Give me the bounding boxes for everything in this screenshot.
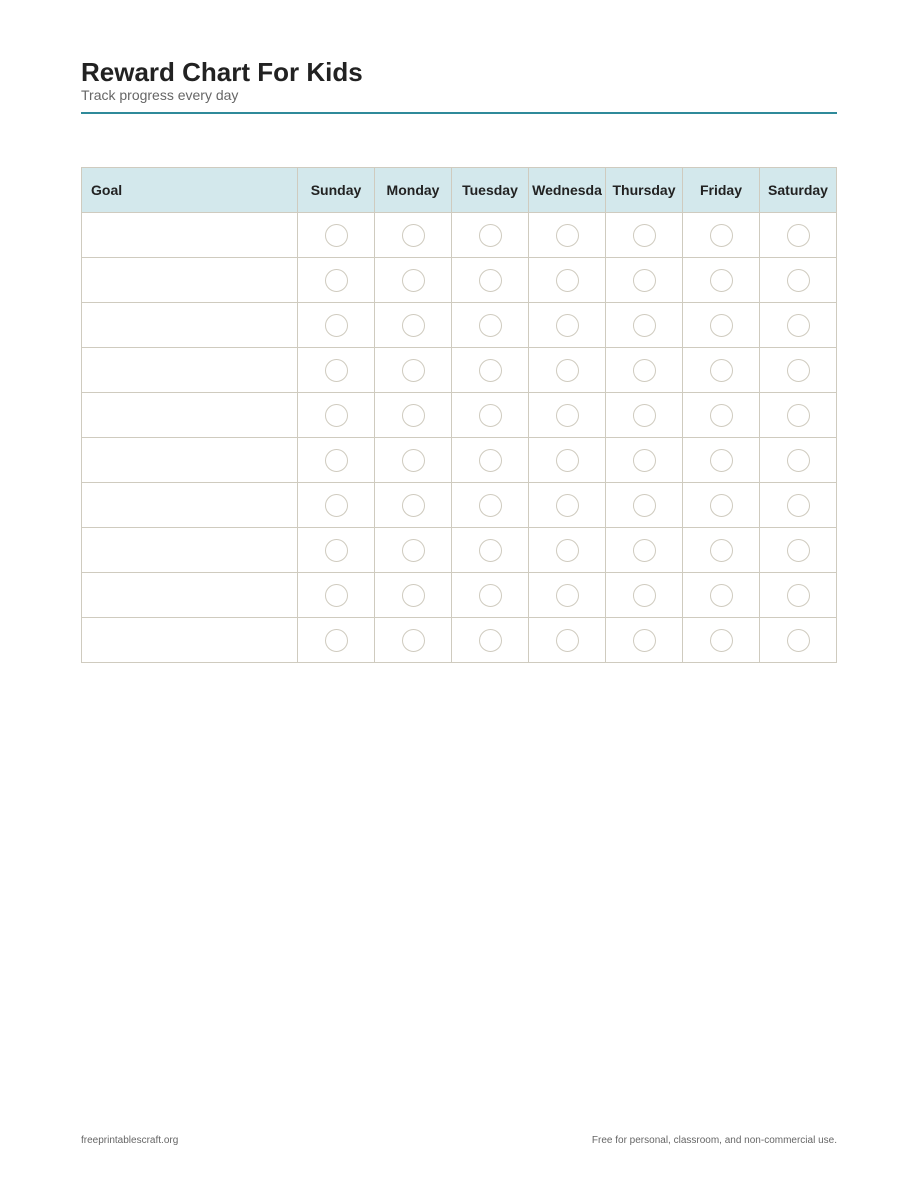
day-cell [298, 618, 375, 663]
table-body [82, 213, 837, 663]
checkbox-circle-icon[interactable] [325, 314, 348, 337]
day-cell [529, 483, 606, 528]
table-row [82, 348, 837, 393]
table-row [82, 303, 837, 348]
checkbox-circle-icon[interactable] [633, 404, 656, 427]
day-cell [760, 483, 837, 528]
day-header-monday: Monday [375, 168, 452, 213]
checkbox-circle-icon[interactable] [479, 584, 502, 607]
day-cell [760, 438, 837, 483]
day-cell [529, 618, 606, 663]
day-cell [375, 393, 452, 438]
goal-cell[interactable] [82, 438, 298, 483]
checkbox-circle-icon[interactable] [710, 314, 733, 337]
checkbox-circle-icon[interactable] [633, 629, 656, 652]
day-cell [606, 618, 683, 663]
checkbox-circle-icon[interactable] [787, 269, 810, 292]
checkbox-circle-icon[interactable] [402, 314, 425, 337]
checkbox-circle-icon[interactable] [787, 494, 810, 517]
header [81, 56, 837, 104]
day-header-saturday: Saturday [760, 168, 837, 213]
checkbox-circle-icon[interactable] [325, 269, 348, 292]
day-cell [375, 483, 452, 528]
table-row [82, 483, 837, 528]
day-cell [529, 528, 606, 573]
day-cell [606, 438, 683, 483]
goal-cell[interactable] [82, 393, 298, 438]
day-cell [452, 393, 529, 438]
day-cell [683, 258, 760, 303]
table-header-row [82, 168, 837, 213]
table-row [82, 213, 837, 258]
checkbox-circle-icon[interactable] [556, 449, 579, 472]
checkbox-circle-icon[interactable] [402, 449, 425, 472]
day-cell [683, 528, 760, 573]
checkbox-circle-icon[interactable] [479, 629, 502, 652]
day-cell [452, 258, 529, 303]
checkbox-circle-icon[interactable] [325, 449, 348, 472]
day-cell [529, 258, 606, 303]
checkbox-circle-icon[interactable] [325, 359, 348, 382]
checkbox-circle-icon[interactable] [479, 404, 502, 427]
day-cell [683, 348, 760, 393]
day-cell [298, 348, 375, 393]
checkbox-circle-icon[interactable] [402, 629, 425, 652]
day-cell [760, 348, 837, 393]
checkbox-circle-icon[interactable] [787, 314, 810, 337]
day-cell [298, 528, 375, 573]
day-cell [298, 258, 375, 303]
day-cell [452, 438, 529, 483]
day-cell [760, 573, 837, 618]
checkbox-circle-icon[interactable] [710, 359, 733, 382]
day-cell [452, 213, 529, 258]
day-cell [452, 618, 529, 663]
table-row [82, 618, 837, 663]
day-cell [375, 213, 452, 258]
day-header-sunday: Sunday [298, 168, 375, 213]
checkbox-circle-icon[interactable] [556, 269, 579, 292]
checkbox-circle-icon[interactable] [402, 584, 425, 607]
table-row [82, 393, 837, 438]
day-cell [529, 438, 606, 483]
page-subtitle: Track progress every day [81, 87, 239, 103]
checkbox-circle-icon[interactable] [556, 584, 579, 607]
checkbox-circle-icon[interactable] [710, 494, 733, 517]
checkbox-circle-icon[interactable] [402, 539, 425, 562]
day-cell [606, 348, 683, 393]
checkbox-circle-icon[interactable] [710, 269, 733, 292]
checkbox-circle-icon[interactable] [633, 314, 656, 337]
checkbox-circle-icon[interactable] [479, 494, 502, 517]
checkbox-circle-icon[interactable] [787, 629, 810, 652]
day-header-friday: Friday [683, 168, 760, 213]
checkbox-circle-icon[interactable] [479, 359, 502, 382]
goal-cell[interactable] [82, 303, 298, 348]
day-cell [452, 573, 529, 618]
day-cell [529, 213, 606, 258]
checkbox-circle-icon[interactable] [556, 224, 579, 247]
checkbox-circle-icon[interactable] [325, 539, 348, 562]
day-cell [375, 618, 452, 663]
day-cell [298, 438, 375, 483]
goal-column-header: Goal [82, 168, 298, 213]
day-cell [375, 348, 452, 393]
day-cell [683, 618, 760, 663]
checkbox-circle-icon[interactable] [787, 584, 810, 607]
reward-chart-table [81, 167, 837, 663]
day-cell [760, 618, 837, 663]
checkbox-circle-icon[interactable] [710, 449, 733, 472]
checkbox-circle-icon[interactable] [633, 584, 656, 607]
day-cell [298, 393, 375, 438]
day-cell [760, 258, 837, 303]
day-cell [606, 258, 683, 303]
checkbox-circle-icon[interactable] [787, 224, 810, 247]
day-header-tuesday: Tuesday [452, 168, 529, 213]
checkbox-circle-icon[interactable] [402, 224, 425, 247]
day-cell [298, 213, 375, 258]
day-cell [760, 303, 837, 348]
goal-cell[interactable] [82, 618, 298, 663]
checkbox-circle-icon[interactable] [556, 539, 579, 562]
day-cell [298, 483, 375, 528]
checkbox-circle-icon[interactable] [325, 584, 348, 607]
checkbox-circle-icon[interactable] [787, 359, 810, 382]
checkbox-circle-icon[interactable] [479, 539, 502, 562]
checkbox-circle-icon[interactable] [402, 269, 425, 292]
checkbox-circle-icon[interactable] [710, 224, 733, 247]
table-row [82, 528, 837, 573]
checkbox-circle-icon[interactable] [633, 359, 656, 382]
day-cell [683, 393, 760, 438]
day-cell [683, 303, 760, 348]
day-cell [529, 348, 606, 393]
day-cell [529, 393, 606, 438]
checkbox-circle-icon[interactable] [556, 494, 579, 517]
checkbox-circle-icon[interactable] [787, 404, 810, 427]
checkbox-circle-icon[interactable] [710, 629, 733, 652]
day-cell [606, 573, 683, 618]
checkbox-circle-icon[interactable] [479, 224, 502, 247]
day-cell [683, 438, 760, 483]
checkbox-circle-icon[interactable] [479, 449, 502, 472]
checkbox-circle-icon[interactable] [787, 539, 810, 562]
day-header-thursday: Thursday [606, 168, 683, 213]
checkbox-circle-icon[interactable] [787, 449, 810, 472]
day-cell [606, 483, 683, 528]
day-cell [529, 303, 606, 348]
day-cell [760, 213, 837, 258]
table-row [82, 573, 837, 618]
checkbox-circle-icon[interactable] [556, 629, 579, 652]
day-cell [375, 303, 452, 348]
day-cell [452, 303, 529, 348]
goal-cell[interactable] [82, 258, 298, 303]
table-row [82, 438, 837, 483]
checkbox-circle-icon[interactable] [325, 224, 348, 247]
day-cell [683, 573, 760, 618]
day-cell [606, 393, 683, 438]
day-cell [452, 528, 529, 573]
checkbox-circle-icon[interactable] [556, 359, 579, 382]
day-cell [298, 573, 375, 618]
goal-cell[interactable] [82, 528, 298, 573]
checkbox-circle-icon[interactable] [479, 314, 502, 337]
day-cell [760, 393, 837, 438]
page-title: Reward Chart For Kids [81, 57, 363, 87]
goal-cell[interactable] [82, 213, 298, 258]
table-row [82, 258, 837, 303]
checkbox-circle-icon[interactable] [402, 404, 425, 427]
footer-site: freeprintablescraft.org [81, 1135, 179, 1146]
footer-license: Free for personal, classroom, and non-commercial use. [591, 1135, 837, 1146]
checkbox-circle-icon[interactable] [402, 494, 425, 517]
header-divider [81, 112, 837, 114]
day-cell [606, 303, 683, 348]
checkbox-circle-icon[interactable] [402, 359, 425, 382]
day-cell [606, 528, 683, 573]
day-cell [298, 303, 375, 348]
checkbox-circle-icon[interactable] [325, 629, 348, 652]
day-cell [760, 528, 837, 573]
checkbox-circle-icon[interactable] [633, 539, 656, 562]
day-cell [452, 483, 529, 528]
day-cell [375, 573, 452, 618]
goal-cell[interactable] [82, 573, 298, 618]
checkbox-circle-icon[interactable] [325, 494, 348, 517]
checkbox-circle-icon[interactable] [710, 539, 733, 562]
day-cell [683, 213, 760, 258]
day-cell [375, 258, 452, 303]
checkbox-circle-icon[interactable] [633, 224, 656, 247]
checkbox-circle-icon[interactable] [633, 494, 656, 517]
day-cell [683, 483, 760, 528]
day-cell [452, 348, 529, 393]
checkbox-circle-icon[interactable] [633, 269, 656, 292]
checkbox-circle-icon[interactable] [479, 269, 502, 292]
checkbox-circle-icon[interactable] [325, 404, 348, 427]
checkbox-circle-icon[interactable] [556, 404, 579, 427]
checkbox-circle-icon[interactable] [633, 449, 656, 472]
day-cell [375, 438, 452, 483]
day-cell [606, 213, 683, 258]
checkbox-circle-icon[interactable] [710, 404, 733, 427]
day-cell [529, 573, 606, 618]
goal-cell[interactable] [82, 483, 298, 528]
goal-cell[interactable] [82, 348, 298, 393]
checkbox-circle-icon[interactable] [556, 314, 579, 337]
day-cell [375, 528, 452, 573]
checkbox-circle-icon[interactable] [710, 584, 733, 607]
day-header-wednesday: Wednesda [529, 168, 606, 213]
